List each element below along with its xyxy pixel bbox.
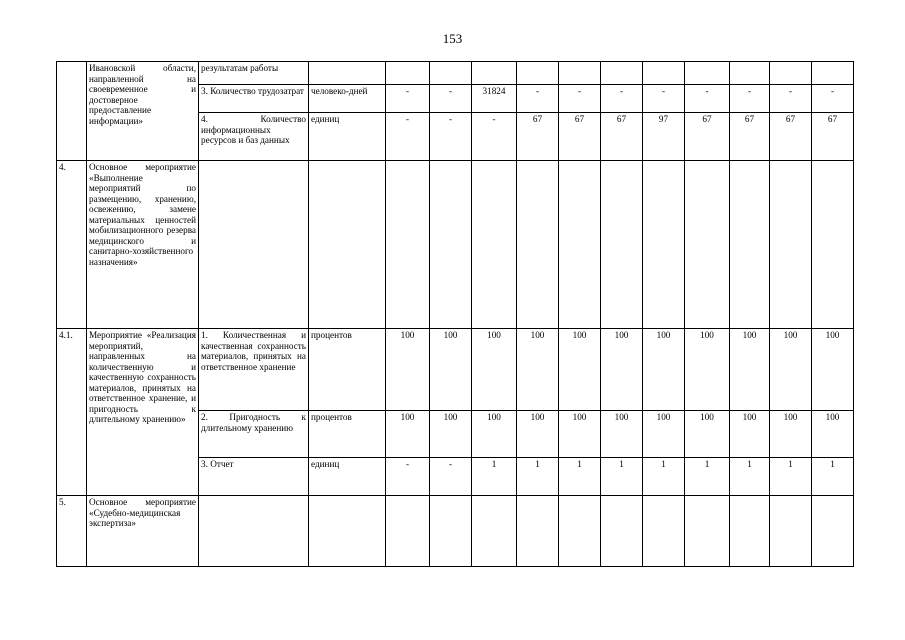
value-cell — [559, 496, 601, 567]
value-cell: 100 — [730, 329, 770, 411]
value-cell — [430, 496, 472, 567]
table-row — [57, 496, 854, 567]
value-cell — [472, 496, 517, 567]
value-cell: 100 — [643, 329, 685, 411]
value-cell — [770, 62, 812, 85]
value-cell: 1 — [472, 458, 517, 496]
value-cell: 1 — [601, 458, 643, 496]
value-cell: - — [601, 85, 643, 113]
unit-cell: процентов — [309, 329, 386, 411]
event-name: Ивановской области, направленной на своевременное и достоверное предоставление информации» — [87, 62, 199, 161]
value-cell: - — [517, 85, 559, 113]
value-cell — [386, 161, 430, 329]
value-cell — [386, 496, 430, 567]
value-cell: 100 — [472, 411, 517, 458]
value-cell — [812, 496, 854, 567]
value-cell: - — [430, 85, 472, 113]
value-cell: - — [386, 458, 430, 496]
value-cell — [517, 62, 559, 85]
unit-cell: единиц — [309, 113, 386, 161]
value-cell: 1 — [517, 458, 559, 496]
value-cell — [812, 62, 854, 85]
indicator-name — [199, 161, 309, 329]
value-cell — [386, 62, 430, 85]
indicator-name: 3. Отчет — [199, 458, 309, 496]
value-cell: 1 — [559, 458, 601, 496]
unit-cell: единиц — [309, 458, 386, 496]
value-cell: 100 — [812, 329, 854, 411]
value-cell: 100 — [430, 411, 472, 458]
value-cell — [601, 496, 643, 567]
value-cell — [730, 62, 770, 85]
value-cell: 67 — [559, 113, 601, 161]
value-cell — [601, 62, 643, 85]
value-cell: 1 — [812, 458, 854, 496]
value-cell: 100 — [472, 329, 517, 411]
indicator-name — [199, 496, 309, 567]
value-cell: 97 — [643, 113, 685, 161]
value-cell: - — [430, 113, 472, 161]
table-row — [57, 62, 854, 85]
value-cell: 1 — [770, 458, 812, 496]
value-cell: - — [685, 85, 730, 113]
value-cell — [685, 496, 730, 567]
value-cell: 100 — [517, 329, 559, 411]
value-cell: - — [386, 113, 430, 161]
value-cell: 100 — [386, 329, 430, 411]
value-cell: 31824 — [472, 85, 517, 113]
value-cell: 100 — [559, 411, 601, 458]
value-cell: 67 — [770, 113, 812, 161]
value-cell — [770, 496, 812, 567]
value-cell: 100 — [643, 411, 685, 458]
indicators-table — [56, 61, 854, 567]
indicator-name: 3. Количество трудозатрат — [199, 85, 309, 113]
event-name: Основное мероприятие «Выполнение мероприятий по размещению, хранению, освежению, замене материальных ценностей мобилизационного резерва медицинского и санитарно-хозяйственного назначения» — [87, 161, 199, 329]
value-cell — [812, 161, 854, 329]
value-cell: - — [643, 85, 685, 113]
value-cell: - — [430, 458, 472, 496]
value-cell — [643, 496, 685, 567]
value-cell — [517, 496, 559, 567]
value-cell: 100 — [386, 411, 430, 458]
value-cell — [643, 62, 685, 85]
value-cell: - — [812, 85, 854, 113]
indicator-name: 1. Количественная и качественная сохранность материалов, принятых на ответственное хранение — [199, 329, 309, 411]
row-number — [57, 62, 87, 161]
row-number: 5. — [57, 496, 87, 567]
value-cell — [685, 161, 730, 329]
table-row — [57, 329, 854, 411]
value-cell: - — [770, 85, 812, 113]
value-cell: 67 — [601, 113, 643, 161]
value-cell — [643, 161, 685, 329]
unit-cell — [309, 161, 386, 329]
value-cell: 100 — [517, 411, 559, 458]
value-cell — [472, 62, 517, 85]
value-cell: 100 — [559, 329, 601, 411]
value-cell: 67 — [812, 113, 854, 161]
value-cell: 1 — [730, 458, 770, 496]
value-cell: - — [472, 113, 517, 161]
event-name: Основное мероприятие «Судебно-медицинская экспертиза» — [87, 496, 199, 567]
value-cell: 67 — [517, 113, 559, 161]
value-cell: 100 — [601, 329, 643, 411]
value-cell: 100 — [770, 411, 812, 458]
table-row — [57, 161, 854, 329]
value-cell: 100 — [812, 411, 854, 458]
value-cell — [730, 496, 770, 567]
value-cell: 67 — [685, 113, 730, 161]
value-cell — [559, 161, 601, 329]
value-cell — [517, 161, 559, 329]
value-cell: 100 — [730, 411, 770, 458]
value-cell: 1 — [643, 458, 685, 496]
value-cell: 100 — [430, 329, 472, 411]
indicator-name: 4. Количество информационных ресурсов и баз данных — [199, 113, 309, 161]
unit-cell — [309, 62, 386, 85]
event-name: Мероприятие «Реализация мероприятий, направленных на количественную и качественную сохранность материалов, принятых на ответственное хранение, и пригодность к длительному хранению» — [87, 329, 199, 496]
value-cell — [601, 161, 643, 329]
value-cell: 100 — [685, 411, 730, 458]
unit-cell: процентов — [309, 411, 386, 458]
value-cell: 67 — [730, 113, 770, 161]
value-cell — [472, 161, 517, 329]
unit-cell: человеко-дней — [309, 85, 386, 113]
row-number: 4.1. — [57, 329, 87, 496]
value-cell — [685, 62, 730, 85]
value-cell: 100 — [685, 329, 730, 411]
row-number: 4. — [57, 161, 87, 329]
value-cell — [730, 161, 770, 329]
unit-cell — [309, 496, 386, 567]
value-cell — [559, 62, 601, 85]
value-cell: - — [386, 85, 430, 113]
page-number: 153 — [442, 31, 463, 46]
value-cell: 100 — [601, 411, 643, 458]
value-cell: 1 — [685, 458, 730, 496]
table-body — [57, 62, 854, 567]
value-cell — [770, 161, 812, 329]
value-cell — [430, 62, 472, 85]
value-cell — [430, 161, 472, 329]
indicator-name: результатам работы — [199, 62, 309, 85]
indicator-name: 2. Пригодность к длительному хранению — [199, 411, 309, 458]
value-cell: 100 — [770, 329, 812, 411]
value-cell: - — [559, 85, 601, 113]
value-cell: - — [730, 85, 770, 113]
